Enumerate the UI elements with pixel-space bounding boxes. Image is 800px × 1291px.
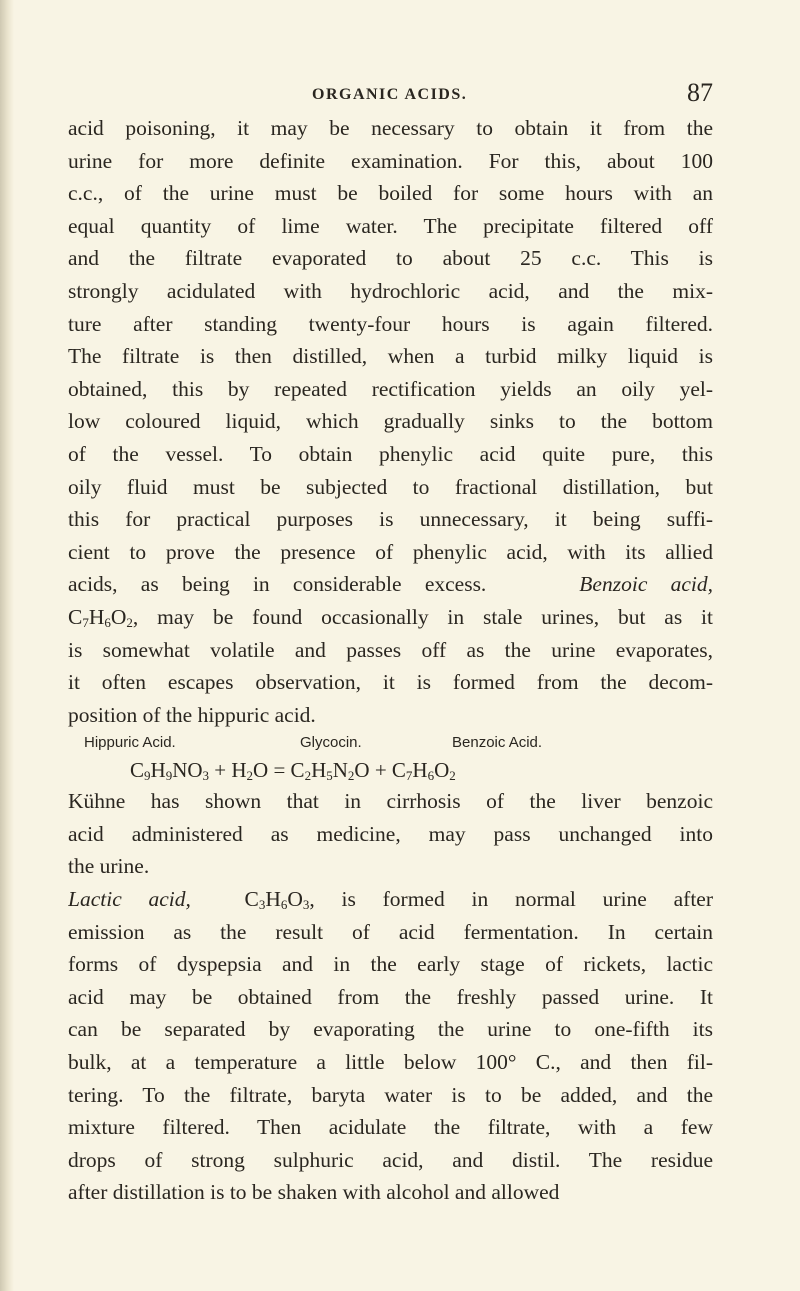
text-line: bulk, at a temperature a little below 100° C., and then fil- [68, 1050, 713, 1075]
text-line: tering. To the filtrate, baryta water is to be added, and the [68, 1082, 713, 1107]
text-line: acid poisoning, it may be necessary to obtain it from the [68, 116, 713, 140]
equation-formula: $C_9H_9NO_3 + H_2O = C_2H_5N_2O + C_7H_6O_2$ [130, 758, 456, 784]
text-line: urine for more definite examination. For this, about 100 [68, 148, 713, 173]
equation-labels [68, 731, 713, 755]
text-line: and the filtrate evaporated to about 25 c.c. This is [68, 246, 713, 271]
body-text [68, 112, 713, 1209]
text-line: it often escapes observation, it is formed from the decom- [68, 670, 713, 695]
text-line: drops of strong sulphuric acid, and distil. The residue [68, 1147, 713, 1172]
text-line: cient to prove the presence of phenylic acid, with its allied [68, 539, 713, 564]
label-glycocin: Glycocin. [300, 734, 362, 752]
text-line: forms of dyspepsia and in the early stage of rickets, lactic [68, 952, 713, 977]
text-line: The filtrate is then distilled, when a turbid milky liquid is [68, 344, 713, 369]
text-line: acid may be obtained from the freshly passed urine. It [68, 984, 713, 1009]
text-line: low coloured liquid, which gradually sinks to the bottom [68, 409, 713, 434]
text-fragment: , is formed in normal urine after [309, 887, 713, 912]
text-line: Kühne has shown that in cirrhosis of the liver benzoic [68, 789, 713, 814]
text-line: this for practical purposes is unnecessary, it being suffi- [68, 507, 713, 532]
text-line: is somewhat volatile and passes off as the urine evaporates, [68, 637, 713, 662]
text-line [68, 568, 713, 601]
page-header [0, 78, 800, 108]
text-line: after distillation is to be shaken with alcohol and allowed [68, 1180, 560, 1205]
text-fragment: , may be found occasionally in stale urines, but as it [132, 604, 713, 629]
running-head: ORGANIC ACIDS. [312, 86, 468, 103]
text-line: strongly acidulated with hydrochloric acid, and the mix- [68, 278, 713, 303]
term-benzoic-acid: Benzoic acid, [579, 572, 713, 597]
paragraph-2 [68, 785, 713, 883]
text-line: the urine. [68, 854, 150, 879]
text-line: oily fluid must be subjected to fractional distillation, but [68, 474, 713, 499]
text-line: mixture filtered. Then acidulate the filtrate, with a few [68, 1115, 713, 1140]
text-line: emission as the result of acid fermentation. In certain [68, 919, 713, 944]
label-hippuric-acid: Hippuric Acid. [84, 734, 176, 752]
text-line: position of the hippuric acid. [68, 702, 316, 727]
formula-lactic-acid: $C_3H_6O_3$ [244, 887, 310, 913]
text-line: of the vessel. To obtain phenylic acid quite pure, this [68, 441, 713, 466]
text-line: ture after standing twenty-four hours is again filtered. [68, 311, 713, 336]
term-lactic-acid: Lactic acid, [68, 887, 191, 912]
text-line [68, 883, 713, 916]
page-edge-shadow [0, 0, 14, 1291]
text-line: equal quantity of lime water. The precipitate filtered off [68, 213, 713, 238]
label-benzoic-acid: Benzoic Acid. [452, 734, 543, 752]
equation-block [68, 731, 713, 785]
text-fragment: acids, as being in considerable excess. [68, 572, 487, 597]
page-number: 87 [687, 78, 713, 107]
text-line: acid administered as medicine, may pass unchanged into [68, 821, 713, 846]
formula-benzoic-acid: $C_7H_6O_2$ [68, 604, 133, 630]
text-line [68, 601, 713, 634]
paragraph-1 [68, 112, 713, 731]
text-line: can be separated by evaporating the urine to one-fifth its [68, 1017, 713, 1042]
text-line: c.c., of the urine must be boiled for some hours with an [68, 181, 713, 206]
paragraph-3 [68, 883, 713, 1209]
text-line: obtained, this by repeated rectification yields an oily yel- [68, 376, 713, 401]
